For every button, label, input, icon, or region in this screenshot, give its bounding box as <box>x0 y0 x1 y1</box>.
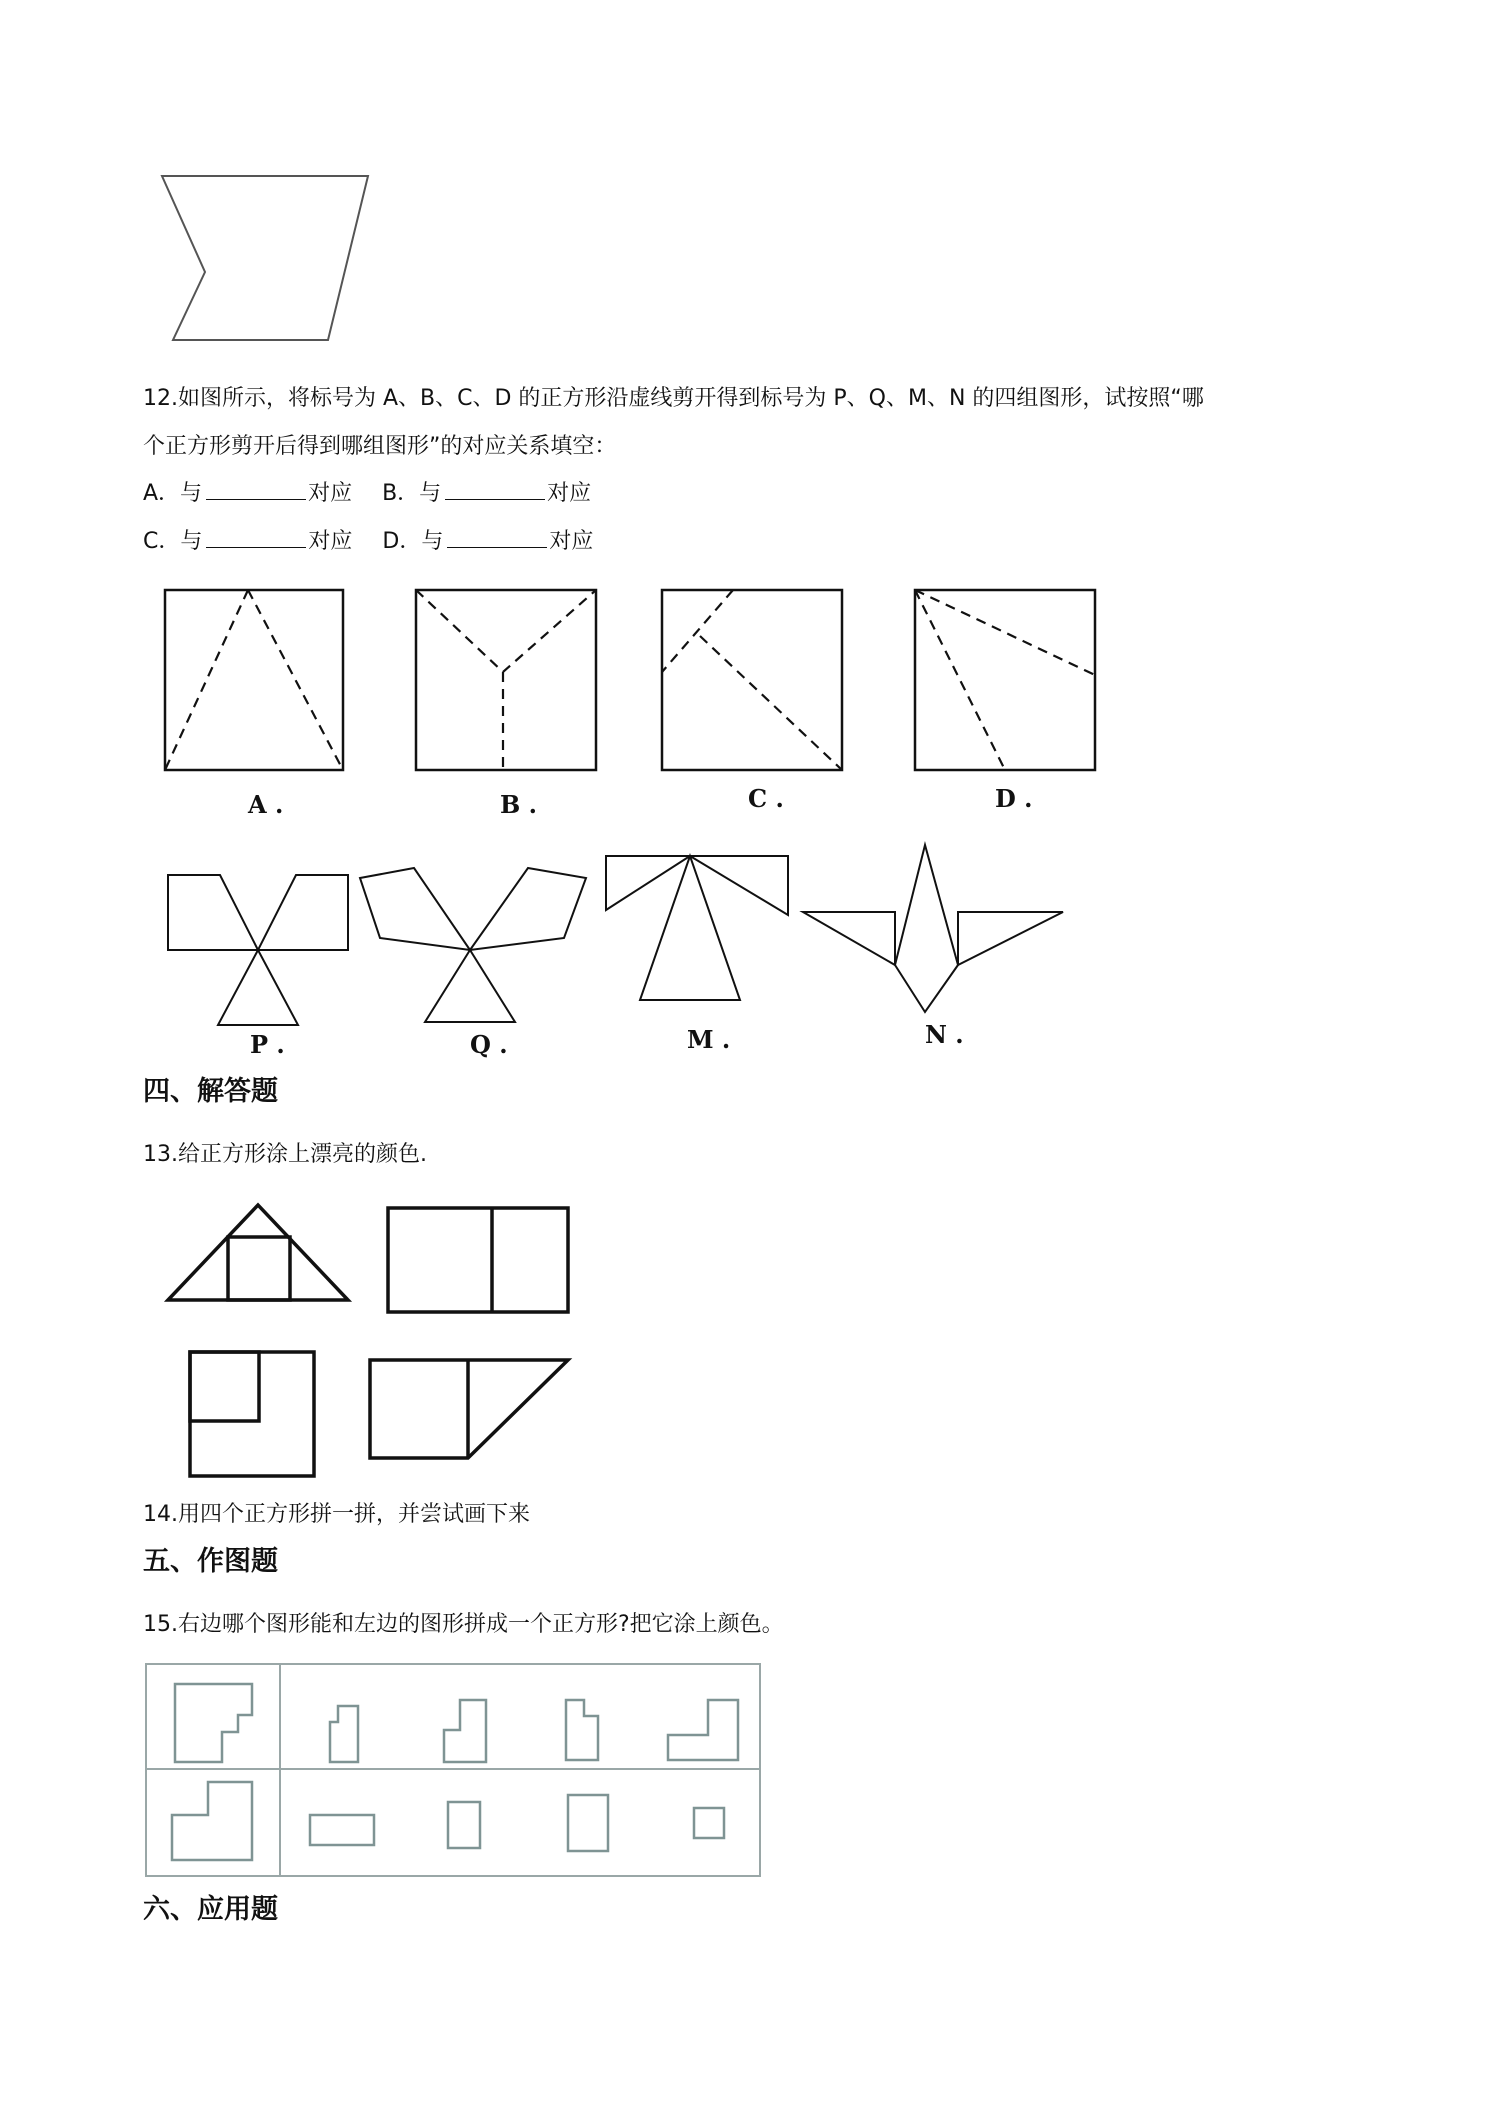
fill-c-suffix: 对应 <box>308 529 353 554</box>
left-shape-bottom <box>172 1782 252 1860</box>
option-top-3 <box>566 1700 598 1760</box>
fill-b-suffix: 对应 <box>547 481 592 506</box>
option-top-4 <box>668 1700 738 1760</box>
question-14-text: 14.用四个正方形拼一拼，并尝试画下来 <box>143 1502 530 1527</box>
label-c: C . <box>748 784 784 813</box>
option-bottom-4 <box>694 1808 724 1838</box>
option-bottom-2 <box>448 1802 480 1848</box>
question-12-line1: 12.如图所示，将标号为 A、B、C、D 的正方形沿虚线剪开得到标号为 P、Q、M、N 的四组图形，试按照“哪 <box>143 386 1204 411</box>
question-15-text: 15.右边哪个图形能和左边的图形拼成一个正方形?把它涂上颜色。 <box>143 1612 784 1637</box>
fill-c-label: C．与 <box>143 529 203 554</box>
label-d: D . <box>995 784 1033 813</box>
fill-b-label: B．与 <box>382 481 442 506</box>
option-bottom-3 <box>568 1795 608 1851</box>
option-top-2 <box>444 1700 486 1762</box>
question-13-text: 13.给正方形涂上漂亮的颜色. <box>143 1142 427 1167</box>
option-bottom-1 <box>310 1815 374 1845</box>
label-q: Q . <box>470 1030 508 1059</box>
section-4-title: 四、解答题 <box>143 1076 278 1107</box>
option-top-1 <box>330 1706 358 1762</box>
section-6-title: 六、应用题 <box>143 1894 278 1925</box>
question-12-line2: 个正方形剪开后得到哪组图形”的对应关系填空： <box>143 434 617 459</box>
fill-d-suffix: 对应 <box>549 529 594 554</box>
left-shape-top <box>175 1684 252 1762</box>
label-a: A . <box>248 790 284 819</box>
fill-a-label: A．与 <box>143 481 203 506</box>
fill-d-label: D．与 <box>382 529 444 554</box>
fill-a-suffix: 对应 <box>308 481 353 506</box>
label-n: N . <box>925 1020 964 1049</box>
label-p: P . <box>250 1030 285 1059</box>
label-m: M . <box>687 1025 731 1054</box>
label-b: B . <box>500 790 537 819</box>
section-5-title: 五、作图题 <box>143 1546 278 1577</box>
